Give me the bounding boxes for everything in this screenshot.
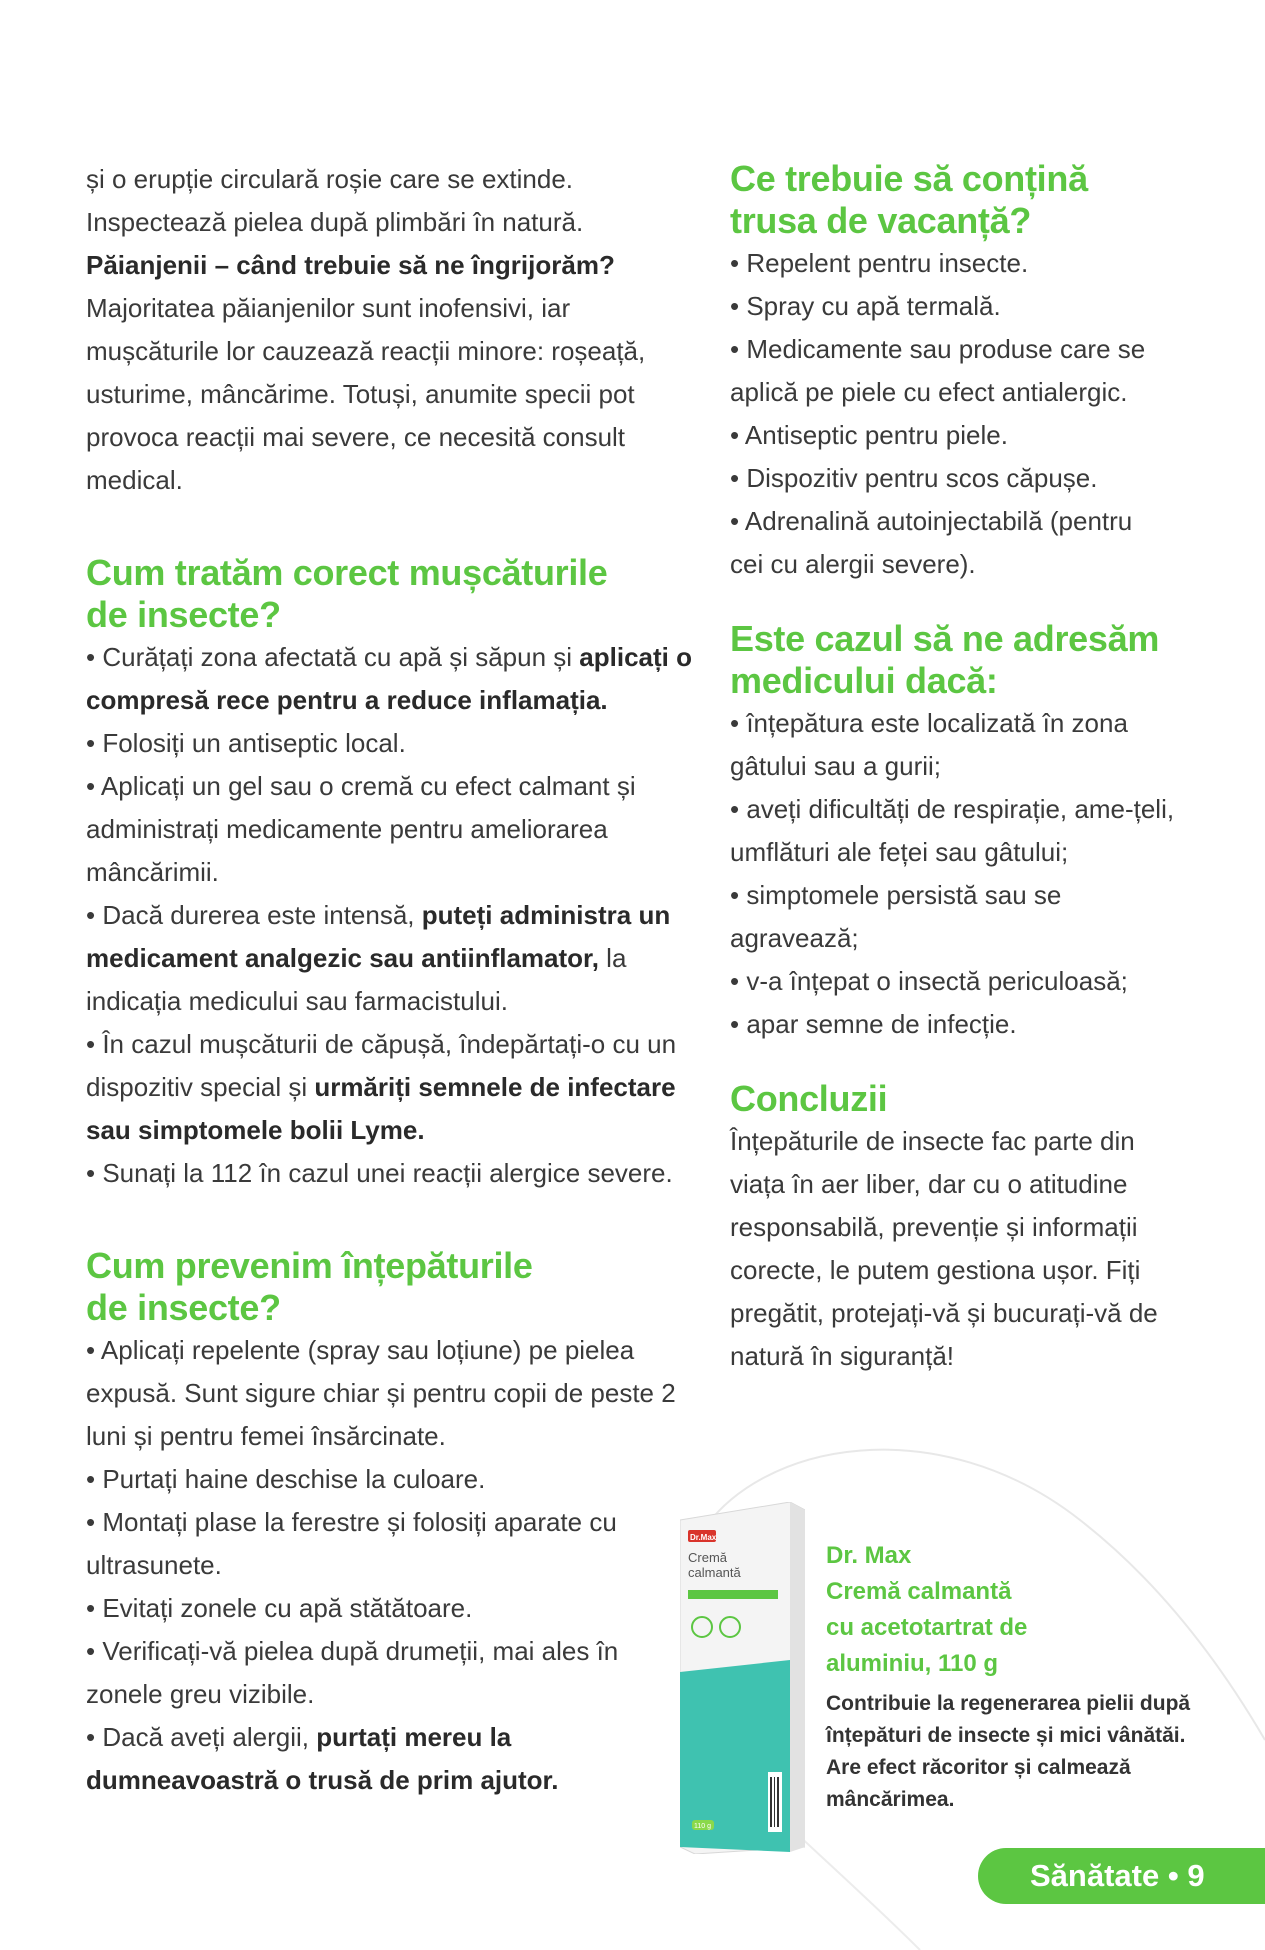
- kit-item: • Medicamente sau produse care se aplică pe piele cu efect antialergic.: [730, 334, 1146, 407]
- treat-item: • Dacă durerea este intensă, puteți administra un medicament analgezic sau antiinflamator, la indicația medicului sau farmacistului.: [86, 900, 671, 1016]
- treat-item: • Sunați la 112 în cazul unei reacții alergice severe.: [86, 1158, 673, 1188]
- treat-heading: Cum tratăm corect mușcăturile de insecte?: [86, 552, 608, 635]
- doctor-item: • înțepătura este localizată în zona gâtului sau a gurii;: [730, 708, 1128, 781]
- prevent-heading: Cum prevenim înțepăturile de insecte?: [86, 1245, 533, 1328]
- intro-line: Inspectează pielea după plimbări în natură.: [86, 207, 584, 237]
- doctor-heading: Este cazul să ne adresăm medicului dacă:: [730, 618, 1160, 701]
- kit-item: • Antiseptic pentru piele.: [730, 420, 1008, 450]
- section-name: Sănătate: [1030, 1858, 1160, 1893]
- treat-item: • Folosiți un antiseptic local.: [86, 728, 406, 758]
- right-column: [730, 158, 1190, 1378]
- page-footer-badge: [978, 1848, 1265, 1904]
- conclusion-text: Înțepăturile de insecte fac parte din viața în aer liber, dar cu o atitudine responsabilă, prevenție și informații corecte, le putem gestiona ușor. Fiți pregătit, protejați-vă și bucurați-vă de natură în siguranță!: [730, 1126, 1158, 1371]
- box-weight: 110 g: [694, 1823, 711, 1830]
- spiders-title: Păianjenii – când trebuie să ne îngrijorăm?: [86, 250, 615, 280]
- doctor-item: • v-a înțepat o insectă periculoasă;: [730, 966, 1128, 996]
- conclusion-heading: Concluzii: [730, 1078, 888, 1119]
- kit-item: • Adrenalină autoinjectabilă (pentru cei cu alergii severe).: [730, 506, 1133, 579]
- intro-line: și o erupție circulară roșie care se extinde.: [86, 164, 574, 194]
- kit-item: • Dispozitiv pentru scos căpușe.: [730, 463, 1098, 493]
- product-name-line: Cremă calmantă: [826, 1578, 1012, 1605]
- prevent-item: • Verificați-vă pielea după drumeții, mai ales în zonele greu vizibile.: [86, 1636, 619, 1709]
- product-name-line: aluminiu, 110 g: [826, 1650, 999, 1677]
- box-label: Cremă: [688, 1550, 728, 1565]
- product-box-image: [680, 1502, 805, 1854]
- page-number: 9: [1187, 1858, 1205, 1893]
- prevent-item: • Evitați zonele cu apă stătătoare.: [86, 1593, 473, 1623]
- doctor-item: • apar semne de infecție.: [730, 1009, 1017, 1039]
- kit-item: • Repelent pentru insecte.: [730, 248, 1029, 278]
- prevent-item: • Dacă aveți alergii, purtați mereu la dumneavoastră o trusă de prim ajutor.: [86, 1722, 559, 1795]
- box-label: calmantă: [688, 1565, 741, 1580]
- kit-heading: Ce trebuie să conțină trusa de vacanță?: [730, 158, 1088, 241]
- treat-item: • Aplicați un gel sau o cremă cu efect calmant și administrați medicamente pentru ameliorarea mâncărimii.: [86, 771, 636, 887]
- kit-item: • Spray cu apă termală.: [730, 291, 1001, 321]
- product-description: Contribuie la regenerarea pielii după înțepături de insecte și mici vânătăi. Are efect răcoritor și calmează mâncărimea.: [826, 1692, 1191, 1811]
- spiders-text: Majoritatea păianjenilor sunt inofensivi, iar mușcăturile lor cauzează reacții minore: roșeață, usturime, mâncărime. Totuși, anumite specii pot provoca reacții mai severe, ce necesită consult medical.: [86, 293, 646, 495]
- treat-item: • Curățați zona afectată cu apă și săpun și aplicați o compresă rece pentru a reduce inflamația.: [86, 642, 692, 715]
- left-column: [86, 158, 696, 1802]
- separator: •: [1167, 1858, 1179, 1893]
- prevent-item: • Purtați haine deschise la culoare.: [86, 1464, 486, 1494]
- box-brand: Dr.Max: [690, 1533, 717, 1542]
- prevent-item: • Aplicați repelente (spray sau loțiune) pe pielea expusă. Sunt sigure chiar și pentru copii de peste 2 luni și pentru femei însărcinate.: [86, 1335, 676, 1451]
- product-name-line: cu acetotartrat de: [826, 1614, 1028, 1641]
- doctor-item: • aveți dificultăți de respirație, ame-țeli, umflături ale feței sau gâtului;: [730, 794, 1175, 867]
- doctor-item: • simptomele persistă sau se agravează;: [730, 880, 1062, 953]
- product-brand: Dr. Max: [826, 1542, 912, 1569]
- product-info: [826, 1538, 1206, 1816]
- prevent-item: • Montați plase la ferestre și folosiți aparate cu ultrasunete.: [86, 1507, 617, 1580]
- treat-item: • În cazul mușcăturii de căpușă, îndepărtați-o cu un dispozitiv special și urmăriți semnele de infectare sau simptomele bolii Lyme.: [86, 1029, 677, 1145]
